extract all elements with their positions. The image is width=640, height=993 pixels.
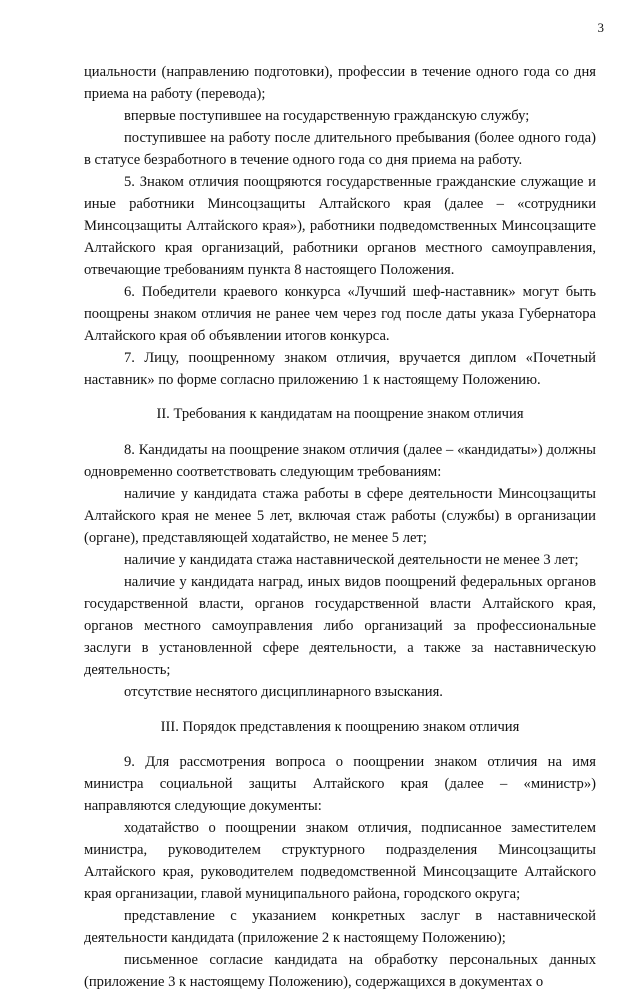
document-consent: письменное согласие кандидата на обработку персональных данных (приложение 3 к настоящему Положению), содержащихся в документах о — [84, 952, 596, 990]
requirement-work-experience: наличие у кандидата стажа работы в сфере деятельности Минсоцзащиты Алтайского края не менее 5 лет, включая стаж работы (службы) в организации (органе), представляющей ходатайство, не менее 5 лет; — [84, 486, 596, 546]
requirement-no-disciplinary-action: отсутствие неснятого дисциплинарного взыскания. — [124, 684, 443, 700]
section-3-heading: III. Порядок представления к поощрению знаком отличия — [160, 719, 520, 735]
page-number: 3 — [597, 20, 604, 35]
paragraph-8: 8. Кандидаты на поощрение знаком отличия (далее – «кандидаты») должны одновременно соответствовать следующим требованиям: — [84, 442, 596, 480]
list-item-new-civil-service: впервые поступившее на государственную гражданскую службу; — [124, 108, 530, 124]
section-2-heading: II. Требования к кандидатам на поощрение знаком отличия — [156, 406, 524, 422]
requirement-mentoring-experience: наличие у кандидата стажа наставнической деятельности не менее 3 лет; — [124, 552, 579, 568]
paragraph-6: 6. Победители краевого конкурса «Лучший шеф-наставник» могут быть поощрены знаком отличия не ранее чем через год после даты указа Губернатора Алтайского края об объявлении итогов конкурса. — [84, 284, 596, 344]
paragraph-7: 7. Лицу, поощренному знаком отличия, вручается диплом «Почетный наставник» по форме согласно приложению 1 к настоящему Положению. — [84, 350, 596, 388]
paragraph-5: 5. Знаком отличия поощряются государственные гражданские служащие и иные работники Минсоцзащиты Алтайского края (далее – «сотрудники Минсоцзащиты Алтайского края»), работники подведомственных Минсоцзащите Алтайского края организаций, работники органов местного самоуправления, отвечающие требованиям пункта 8 настоящего Положения. — [84, 174, 596, 278]
document-petition: ходатайство о поощрении знаком отличия, подписанное заместителем министра, руководителем структурного подразделения Минсоцзащиты Алтайского края, руководителем подведомственной Минсоцзащите Алтайского края организации, главой муниципального района, городского округа; — [84, 820, 596, 902]
requirement-awards: наличие у кандидата наград, иных видов поощрений федеральных органов государственной власти, органов государственной власти Алтайского края, органов местного самоуправления либо организаций за профессиональные заслуги в установленной сфере деятельности, а также за наставническую деятельность; — [84, 574, 596, 678]
paragraph-9: 9. Для рассмотрения вопроса о поощрении знаком отличия на имя министра социальной защиты Алтайского края (далее – «министр») направляются следующие документы: — [84, 754, 596, 814]
document-presentation: представление с указанием конкретных заслуг в наставнической деятельности кандидата (приложение 2 к настоящему Положению); — [84, 908, 596, 946]
list-item-long-unemployment: поступившее на работу после длительного пребывания (более одного года) в статусе безработного в течение одного года со дня приема на работу. — [84, 130, 596, 168]
paragraph-continuation: циальности (направлению подготовки), профессии в течение одного года со дня приема на работу (перевода); — [84, 64, 596, 102]
document-body — [84, 61, 596, 993]
